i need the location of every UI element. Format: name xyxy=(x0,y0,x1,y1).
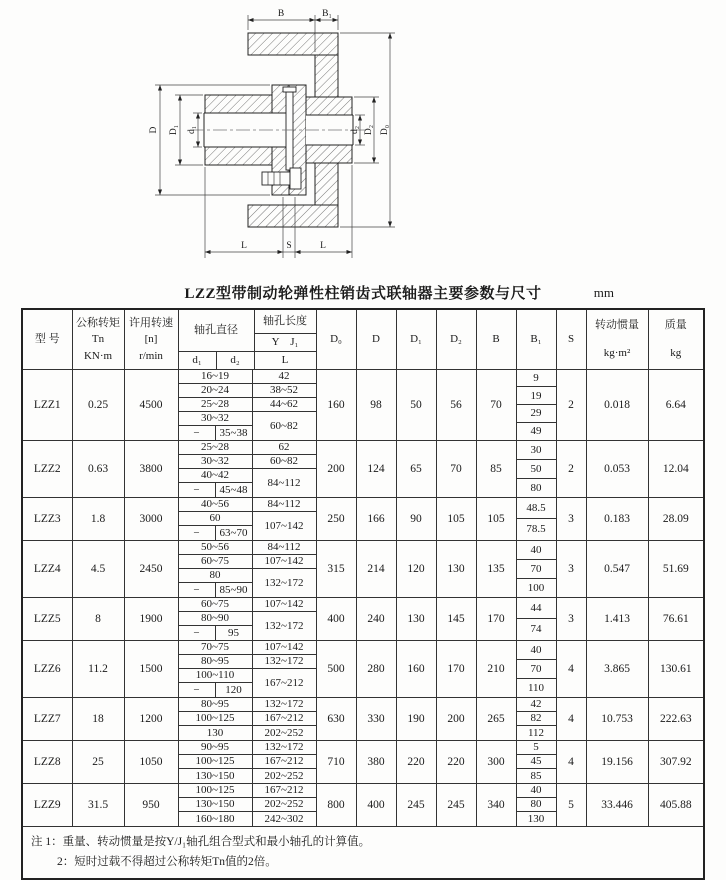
col-header-bore-len: 轴孔长度 xyxy=(254,309,316,333)
b1-value: 42 xyxy=(517,698,556,712)
cell-s: 3 xyxy=(556,540,586,597)
cell-d0: 160 xyxy=(316,369,356,440)
cell-bore-group xyxy=(178,740,316,783)
table-row-LZZ5 xyxy=(22,597,704,640)
title-row xyxy=(0,282,726,304)
cell-model: LZZ1 xyxy=(22,369,72,440)
cell-mass: 51.69 xyxy=(648,540,704,597)
cell-d1: 65 xyxy=(396,440,436,497)
bore-length: 107~142 xyxy=(253,598,316,612)
bore-d2: 35~38 xyxy=(216,426,253,440)
dim-label-b: B xyxy=(277,9,285,19)
page-title: LZZ型带制动轮弹性柱销齿式联轴器主要参数与尺寸 xyxy=(184,286,542,302)
cell-inertia: 33.446 xyxy=(586,783,648,826)
cell-speed: 3000 xyxy=(124,497,178,540)
cell-d0: 500 xyxy=(316,640,356,697)
table-row-LZZ2 xyxy=(22,440,704,497)
bore-range: 100~125 xyxy=(179,784,253,798)
dim-label-d1-hub: D₁ xyxy=(169,124,179,136)
table-row-LZZ1 xyxy=(22,369,704,440)
subheader-d1: d₁ xyxy=(178,351,216,369)
b1-value: 19 xyxy=(517,387,556,405)
bore-d1: − xyxy=(179,426,216,440)
cell-b1-group xyxy=(516,540,556,597)
dim-label-d1-bore: d₁ xyxy=(187,125,197,135)
bore-range: 100~125 xyxy=(179,755,253,769)
cell-inertia: 0.183 xyxy=(586,497,648,540)
cell-bore-group xyxy=(178,440,316,497)
cell-model: LZZ9 xyxy=(22,783,72,826)
cell-bore-group xyxy=(178,540,316,597)
bore-range: 80 xyxy=(179,569,253,583)
cell-b: 135 xyxy=(476,540,516,597)
cell-d0: 315 xyxy=(316,540,356,597)
col-header-model: 型 号 xyxy=(22,309,72,369)
cell-b: 85 xyxy=(476,440,516,497)
cell-speed: 1900 xyxy=(124,597,178,640)
cell-speed: 4500 xyxy=(124,369,178,440)
bolt-shaft xyxy=(262,172,290,185)
bore-range: 100~110 xyxy=(179,669,253,683)
bore-length: 38~52 xyxy=(253,384,316,398)
b1-value: 74 xyxy=(530,623,542,636)
table-row-LZZ9 xyxy=(22,783,704,826)
bore-range: 80~95 xyxy=(179,655,253,669)
bore-range: 60 xyxy=(179,512,253,526)
brake-web-bottom xyxy=(315,163,338,205)
cell-d0: 710 xyxy=(316,740,356,783)
cell-d: 240 xyxy=(356,597,396,640)
bore-range: 40~42 xyxy=(179,469,253,483)
col-header-speed: 许用转速 [n] r/min xyxy=(124,309,178,369)
cell-d2: 245 xyxy=(436,783,476,826)
b1-value: 50 xyxy=(517,460,556,479)
coupling-drawing xyxy=(0,0,726,282)
cell-bore-group xyxy=(178,697,316,740)
bore-d1: − xyxy=(179,683,216,697)
col-header-b: B xyxy=(476,309,516,369)
cell-torque: 4.5 xyxy=(72,540,124,597)
col-header-inertia: 转动惯量 kg·m² xyxy=(586,309,648,369)
dim-label-d-flange: D xyxy=(149,126,159,134)
dim-label-d2-bore: d₂ xyxy=(350,125,360,135)
bore-d2: 95 xyxy=(216,626,253,640)
b1-value: 130 xyxy=(527,812,545,825)
cell-s: 4 xyxy=(556,740,586,783)
cell-b: 210 xyxy=(476,640,516,697)
table-body xyxy=(22,369,704,879)
bore-length: 132~172 xyxy=(253,741,316,755)
cell-bore-group xyxy=(178,640,316,697)
cell-d2: 56 xyxy=(436,369,476,440)
cell-speed: 3800 xyxy=(124,440,178,497)
bore-length: 167~212 xyxy=(253,784,316,798)
cell-inertia: 19.156 xyxy=(586,740,648,783)
bore-length: 107~142 xyxy=(253,555,316,569)
table-row-LZZ8 xyxy=(22,740,704,783)
bore-range: 25~28 xyxy=(179,398,253,412)
cell-model: LZZ8 xyxy=(22,740,72,783)
b1-value: 40 xyxy=(517,641,556,660)
table-header xyxy=(22,309,704,369)
cell-d0: 800 xyxy=(316,783,356,826)
table-row-LZZ3 xyxy=(22,497,704,540)
cell-inertia: 0.053 xyxy=(586,440,648,497)
cell-s: 3 xyxy=(556,497,586,540)
bore-length: 107~142 xyxy=(253,641,316,655)
cell-b: 70 xyxy=(476,369,516,440)
notes-cell xyxy=(22,826,704,879)
bore-length: 84~112 xyxy=(267,476,301,489)
cell-s: 4 xyxy=(556,697,586,740)
bore-range: 90~95 xyxy=(179,741,253,755)
cell-b1-group xyxy=(516,369,556,440)
cell-d: 400 xyxy=(356,783,396,826)
b1-value: 80 xyxy=(517,798,556,812)
cell-mass: 12.04 xyxy=(648,440,704,497)
bore-range: 60~75 xyxy=(179,555,253,569)
b1-value: 70 xyxy=(517,560,556,579)
bore-range: 130~150 xyxy=(179,769,253,783)
cell-b: 340 xyxy=(476,783,516,826)
note-line: 注 1：重量、转动惯量是按Y/J₁轴孔组合型式和最小轴孔的计算值。 xyxy=(31,835,371,848)
bore-length: 132~172 xyxy=(264,576,304,589)
cell-torque: 11.2 xyxy=(72,640,124,697)
cell-d2: 145 xyxy=(436,597,476,640)
cell-mass: 130.61 xyxy=(648,640,704,697)
cell-inertia: 10.753 xyxy=(586,697,648,740)
cell-inertia: 0.547 xyxy=(586,540,648,597)
dim-label-l-left: L xyxy=(241,241,247,251)
cell-bore-group xyxy=(178,497,316,540)
cell-d: 380 xyxy=(356,740,396,783)
cell-speed: 2450 xyxy=(124,540,178,597)
bore-range: 80~90 xyxy=(179,612,253,626)
subheader-yj1: Y J₁ xyxy=(254,333,316,351)
elastic-pin xyxy=(286,92,293,170)
bore-range: 70~75 xyxy=(179,641,253,655)
bore-d1: − xyxy=(179,526,216,540)
bore-length: 202~252 xyxy=(264,726,304,739)
brake-rim-bottom xyxy=(248,205,338,227)
bore-length: 84~112 xyxy=(253,498,316,512)
b1-value: 85 xyxy=(530,769,542,782)
b1-value: 112 xyxy=(527,726,545,739)
cell-d2: 105 xyxy=(436,497,476,540)
b1-value: 40 xyxy=(517,541,556,560)
hub-right-top xyxy=(306,97,352,115)
cell-d1: 160 xyxy=(396,640,436,697)
notes-row xyxy=(22,826,704,879)
brake-rim-top xyxy=(248,33,338,55)
bore-length: 60~82 xyxy=(253,455,316,469)
cell-b: 265 xyxy=(476,697,516,740)
bore-range: 80~95 xyxy=(179,698,253,712)
cell-mass: 405.88 xyxy=(648,783,704,826)
cell-d: 214 xyxy=(356,540,396,597)
cell-mass: 76.61 xyxy=(648,597,704,640)
cell-bore-group xyxy=(178,597,316,640)
bore-d1: − xyxy=(179,583,216,597)
bore-length: 60~82 xyxy=(270,419,298,432)
bore-d2: 63~70 xyxy=(216,526,253,540)
bore-range: 25~28 xyxy=(179,441,253,455)
cell-b1-group xyxy=(516,440,556,497)
cell-b1-group xyxy=(516,497,556,540)
bore-length: 84~112 xyxy=(253,541,316,555)
cell-torque: 31.5 xyxy=(72,783,124,826)
bore-d2: 45~48 xyxy=(216,483,253,497)
cell-speed: 950 xyxy=(124,783,178,826)
col-header-s: S xyxy=(556,309,586,369)
subheader-l: L xyxy=(254,351,316,369)
bore-length: 132~172 xyxy=(253,655,316,669)
col-header-mass: 质量 kg xyxy=(648,309,704,369)
bore-length: 42 xyxy=(253,370,316,384)
cell-speed: 1200 xyxy=(124,697,178,740)
cell-d1: 220 xyxy=(396,740,436,783)
col-header-d0: D₀ xyxy=(316,309,356,369)
b1-value: 48.5 xyxy=(517,498,556,520)
hub-left-top xyxy=(205,95,272,113)
cell-d2: 70 xyxy=(436,440,476,497)
cell-d1: 50 xyxy=(396,369,436,440)
bore-range: 20~24 xyxy=(179,384,253,398)
dim-label-l-right: L xyxy=(320,241,326,251)
subheader-d2: d₂ xyxy=(216,351,254,369)
parameter-table xyxy=(21,308,705,880)
bolt-head xyxy=(290,168,301,189)
b1-value: 70 xyxy=(517,660,556,679)
bore-range: 40~56 xyxy=(179,498,253,512)
table-row-LZZ7 xyxy=(22,697,704,740)
cell-mass: 307.92 xyxy=(648,740,704,783)
bore-length: 167~212 xyxy=(253,755,316,769)
bore-d2: 120 xyxy=(216,683,253,697)
pin-head xyxy=(283,87,296,92)
cell-d0: 200 xyxy=(316,440,356,497)
cell-inertia: 0.018 xyxy=(586,369,648,440)
col-header-d: D xyxy=(356,309,396,369)
cell-d1: 190 xyxy=(396,697,436,740)
bore-d2: 85~90 xyxy=(216,583,253,597)
cell-torque: 0.25 xyxy=(72,369,124,440)
cell-b: 105 xyxy=(476,497,516,540)
brake-web-top xyxy=(315,55,338,97)
cell-s: 2 xyxy=(556,440,586,497)
cell-torque: 8 xyxy=(72,597,124,640)
bore-range: 160~180 xyxy=(179,812,253,826)
cell-speed: 1500 xyxy=(124,640,178,697)
cell-mass: 222.63 xyxy=(648,697,704,740)
cell-d0: 630 xyxy=(316,697,356,740)
cell-d1: 245 xyxy=(396,783,436,826)
hub-right-bottom xyxy=(306,145,352,163)
cell-b1-group xyxy=(516,783,556,826)
b1-value: 100 xyxy=(527,581,545,594)
unit-label: mm xyxy=(593,285,614,300)
cell-b: 170 xyxy=(476,597,516,640)
cell-b1-group xyxy=(516,740,556,783)
cell-d1: 130 xyxy=(396,597,436,640)
cell-model: LZZ3 xyxy=(22,497,72,540)
col-header-b1: B₁ xyxy=(516,309,556,369)
cell-torque: 18 xyxy=(72,697,124,740)
bore-range: 30~32 xyxy=(179,455,253,469)
cell-torque: 25 xyxy=(72,740,124,783)
bore-length: 107~142 xyxy=(264,519,304,532)
cell-d2: 130 xyxy=(436,540,476,597)
cell-b1-group xyxy=(516,640,556,697)
cell-model: LZZ5 xyxy=(22,597,72,640)
col-header-bore-dia: 轴孔直径 xyxy=(178,309,254,351)
cell-model: LZZ2 xyxy=(22,440,72,497)
cell-bore-group xyxy=(178,783,316,826)
bore-range: 60~75 xyxy=(179,598,253,612)
bore-d1: − xyxy=(179,626,216,640)
bore-length: 202~252 xyxy=(253,798,316,812)
cell-d2: 200 xyxy=(436,697,476,740)
cell-s: 2 xyxy=(556,369,586,440)
cell-b1-group xyxy=(516,697,556,740)
bore-range: 100~125 xyxy=(179,712,253,726)
col-header-d1: D₁ xyxy=(396,309,436,369)
cell-model: LZZ7 xyxy=(22,697,72,740)
cell-s: 3 xyxy=(556,597,586,640)
b1-value: 30 xyxy=(517,441,556,460)
b1-value: 45 xyxy=(517,755,556,769)
bore-length: 132~172 xyxy=(264,619,304,632)
cell-d1: 120 xyxy=(396,540,436,597)
cell-torque: 1.8 xyxy=(72,497,124,540)
bore-range: 30~32 xyxy=(179,412,253,426)
col-header-torque: 公称转矩 Tn KN·m xyxy=(72,309,124,369)
bore-length: 167~212 xyxy=(253,712,316,726)
cell-b: 300 xyxy=(476,740,516,783)
cell-d0: 250 xyxy=(316,497,356,540)
cell-inertia: 1.413 xyxy=(586,597,648,640)
bore-range: 50~56 xyxy=(179,541,253,555)
dim-label-s: S xyxy=(286,241,292,251)
cell-model: LZZ6 xyxy=(22,640,72,697)
table-row-LZZ6 xyxy=(22,640,704,697)
dim-label-d0: D₀ xyxy=(380,124,390,136)
cell-inertia: 3.865 xyxy=(586,640,648,697)
cell-b1-group xyxy=(516,597,556,640)
b1-value: 78.5 xyxy=(526,523,546,536)
bore-range: 16~19 xyxy=(179,370,253,384)
b1-value: 5 xyxy=(517,741,556,755)
bore-length: 167~212 xyxy=(264,676,304,689)
note-line: 2：短时过载不得超过公称转矩Tn值的2倍。 xyxy=(57,855,277,868)
bore-length: 132~172 xyxy=(253,698,316,712)
cell-bore-group xyxy=(178,369,316,440)
col-header-d2: D₂ xyxy=(436,309,476,369)
b1-value: 110 xyxy=(527,681,545,694)
dim-label-d2-hub: D₂ xyxy=(364,124,374,136)
bore-length: 44~62 xyxy=(253,398,316,412)
cell-d2: 220 xyxy=(436,740,476,783)
b1-value: 82 xyxy=(517,712,556,726)
b1-value: 80 xyxy=(530,481,542,494)
bore-d1: − xyxy=(179,483,216,497)
b1-value: 49 xyxy=(530,425,542,438)
cell-mass: 28.09 xyxy=(648,497,704,540)
bore-length: 242~302 xyxy=(264,812,304,825)
cell-d: 280 xyxy=(356,640,396,697)
bore-length: 62 xyxy=(253,441,316,455)
cell-d: 166 xyxy=(356,497,396,540)
cell-torque: 0.63 xyxy=(72,440,124,497)
bore-range: 130~150 xyxy=(179,798,253,812)
cell-s: 5 xyxy=(556,783,586,826)
cell-d: 98 xyxy=(356,369,396,440)
b1-value: 44 xyxy=(517,598,556,620)
cell-d0: 400 xyxy=(316,597,356,640)
dim-label-b1: B₁ xyxy=(322,9,332,19)
cell-d2: 170 xyxy=(436,640,476,697)
cell-d: 124 xyxy=(356,440,396,497)
cell-d: 330 xyxy=(356,697,396,740)
cell-mass: 6.64 xyxy=(648,369,704,440)
b1-value: 29 xyxy=(517,405,556,423)
b1-value: 40 xyxy=(517,784,556,798)
cell-speed: 1050 xyxy=(124,740,178,783)
bore-length: 202~252 xyxy=(264,769,304,782)
cell-s: 4 xyxy=(556,640,586,697)
table-row-LZZ4 xyxy=(22,540,704,597)
bore-range: 130 xyxy=(179,726,253,740)
cell-model: LZZ4 xyxy=(22,540,72,597)
hub-left-bottom xyxy=(205,147,272,165)
b1-value: 9 xyxy=(517,370,556,388)
cell-d1: 90 xyxy=(396,497,436,540)
